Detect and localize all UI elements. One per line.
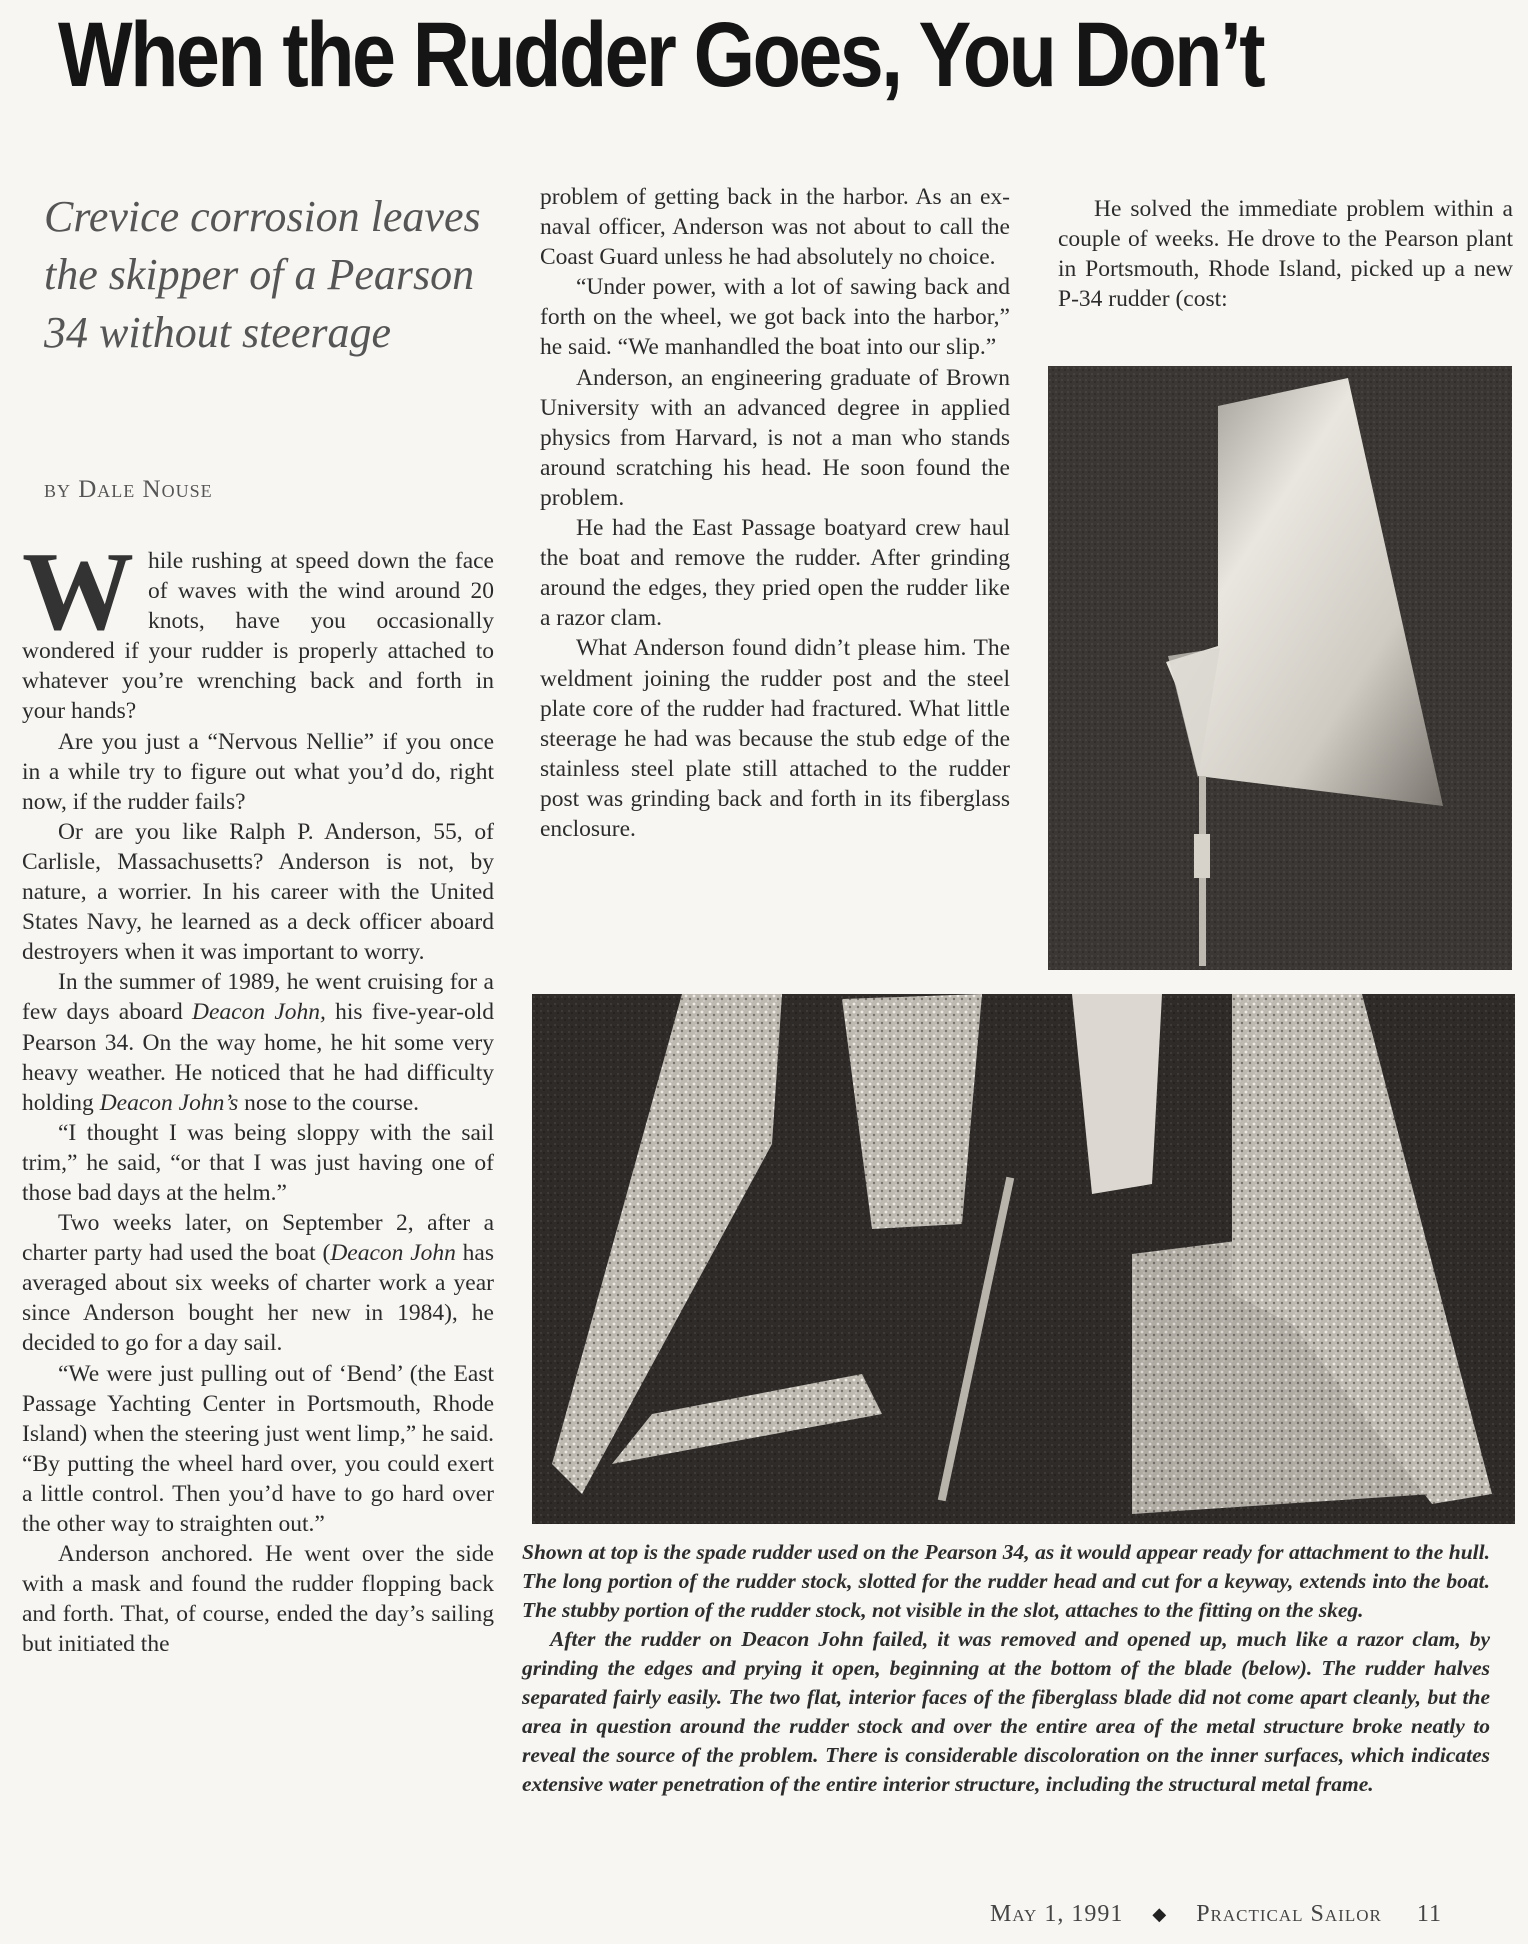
publication-name: Practical Sailor — [1196, 1900, 1382, 1927]
paragraph: Anderson, an engineering graduate of Brown University with an advanced degree in applied physics from Harvard, is not a man who stands around scratching his head. He soon found the problem. — [540, 364, 1010, 511]
paragraph: He solved the immediate problem within a couple of weeks. He drove to the Pearson plant in Portsmouth, Rhode Island, picked up a new P-34 rudder (cost: — [1058, 196, 1513, 313]
deck-subtitle: Crevice corrosion leaves the skipper of a Pearson 34 without steerage — [44, 192, 481, 357]
boat-name: Deacon John, — [192, 999, 326, 1026]
boat-name: Deacon John — [330, 1240, 456, 1267]
paragraph: problem of getting back in the harbor. As an ex-naval officer, Anderson was not about to call the Coast Guard unless he had absolutely no choice. — [540, 184, 1010, 271]
paragraph — [22, 967, 494, 1117]
paragraph — [22, 530, 494, 727]
paragraph — [22, 1208, 494, 1358]
drop-cap: W — [22, 530, 134, 654]
paragraph: Or are you like Ralph P. Anderson, 55, of Carlisle, Massachusetts? Anderson is not, by nature, a worrier. In his career with the United States Navy, he learned as a deck officer aboard destroyers when it was important to worry. — [22, 818, 494, 966]
paragraph: Anderson anchored. He went over the side with a mask and found the rudder flopping back and forth. That, of course, ended the day’s sailing but initiated the — [22, 1541, 494, 1658]
rudder-photo — [1048, 366, 1512, 970]
column-3 — [1058, 194, 1513, 314]
boat-name: Deacon John’s — [99, 1089, 239, 1116]
paragraph: He had the East Passage boatyard crew haul the boat and remove the rudder. After grinding around the edges, they pried open the rudder like a razor clam. — [540, 515, 1010, 632]
paragraph: What Anderson found didn’t please him. The weldment joining the rudder post and the steel plate core of the rudder had fractured. What little steerage he had was because the stub edge of the stainless steel plate still attached to the rudder post was grinding back and forth in its fiberglass enclosure. — [540, 635, 1010, 842]
paragraph: “Under power, with a lot of sawing back and forth on the wheel, we got back into the harbor,” he said. “We manhandled the boat into our slip.” — [540, 274, 1010, 361]
paragraph: “We were just pulling out of ‘Bend’ (the East Passage Yachting Center in Portsmouth, Rhode Island) when the steering just went limp,” he said. “By putting the wheel hard over, you could exert a little control. Then you’d have to go hard over the other way to straighten out.” — [22, 1360, 494, 1537]
photo-caption — [522, 1538, 1490, 1799]
paragraph: Are you just a “Nervous Nellie” if you once in a while try to figure out what you’d do, right now, if the rudder fails? — [22, 728, 494, 815]
issue-date: May 1, 1991 — [990, 1900, 1124, 1927]
column-1 — [22, 530, 494, 1659]
paragraph: “I thought I was being sloppy with the sail trim,” he said, “or that I was just having one of those bad days at the helm.” — [22, 1119, 494, 1206]
column-2 — [540, 182, 1010, 844]
rudder-illustration — [1048, 366, 1512, 970]
text-run: nose to the course. — [238, 1089, 420, 1116]
page-footer — [990, 1900, 1490, 1932]
headline: When the Rudder Goes, You Don’t — [58, 4, 1263, 106]
diamond-icon: ◆ — [1152, 1903, 1168, 1924]
caption-paragraph: Shown at top is the spade rudder used on the Pearson 34, as it would appear ready for attachment to the hull. The long portion of the rudder stock, slotted for the rudder head and cut for a keyway, extends into the boat. The stubby portion of the rudder stock, not visible in the slot, attaches to the fitting on the skeg. — [522, 1540, 1490, 1622]
paragraph-text: hile rushing at speed down the face of waves with the wind around 20 knots, have you occasionally wondered if your rudder is properly attached to whatever you’re wrenching back and forth in your hands? — [22, 548, 494, 725]
opened-rudder-photo — [532, 994, 1515, 1524]
text-run: has averaged about six weeks of charter work a year since Anderson bought her new in 1984), he decided to go for a day sail. — [22, 1240, 494, 1357]
text-run: his five-year-old Pearson 34. On the way home, he hit some very heavy weather. He noticed that he had difficulty holding — [22, 999, 494, 1116]
caption-paragraph: After the rudder on Deacon John failed, it was removed and opened up, much like a razor clam, by grinding the edges and prying it open, beginning at the bottom of the blade (below). The rudder halves separated fairly easily. The two flat, interior faces of the fiberglass blade did not come apart cleanly, but the area in question around the rudder stock and over the entire area of the metal structure broke neatly to reveal the source of the problem. There is considerable discoloration on the inner surfaces, which indicates extensive water penetration of the entire interior structure, including the structural metal frame. — [522, 1627, 1490, 1796]
text-run: Two weeks later, on September 2, after a charter party had used the boat ( — [22, 1210, 494, 1267]
page-number: 11 — [1416, 1900, 1442, 1927]
opened-rudder-illustration — [532, 994, 1515, 1524]
text-run: In the summer of 1989, he went cruising for a few days aboard — [22, 969, 494, 1026]
byline: by Dale Nouse — [44, 476, 213, 503]
